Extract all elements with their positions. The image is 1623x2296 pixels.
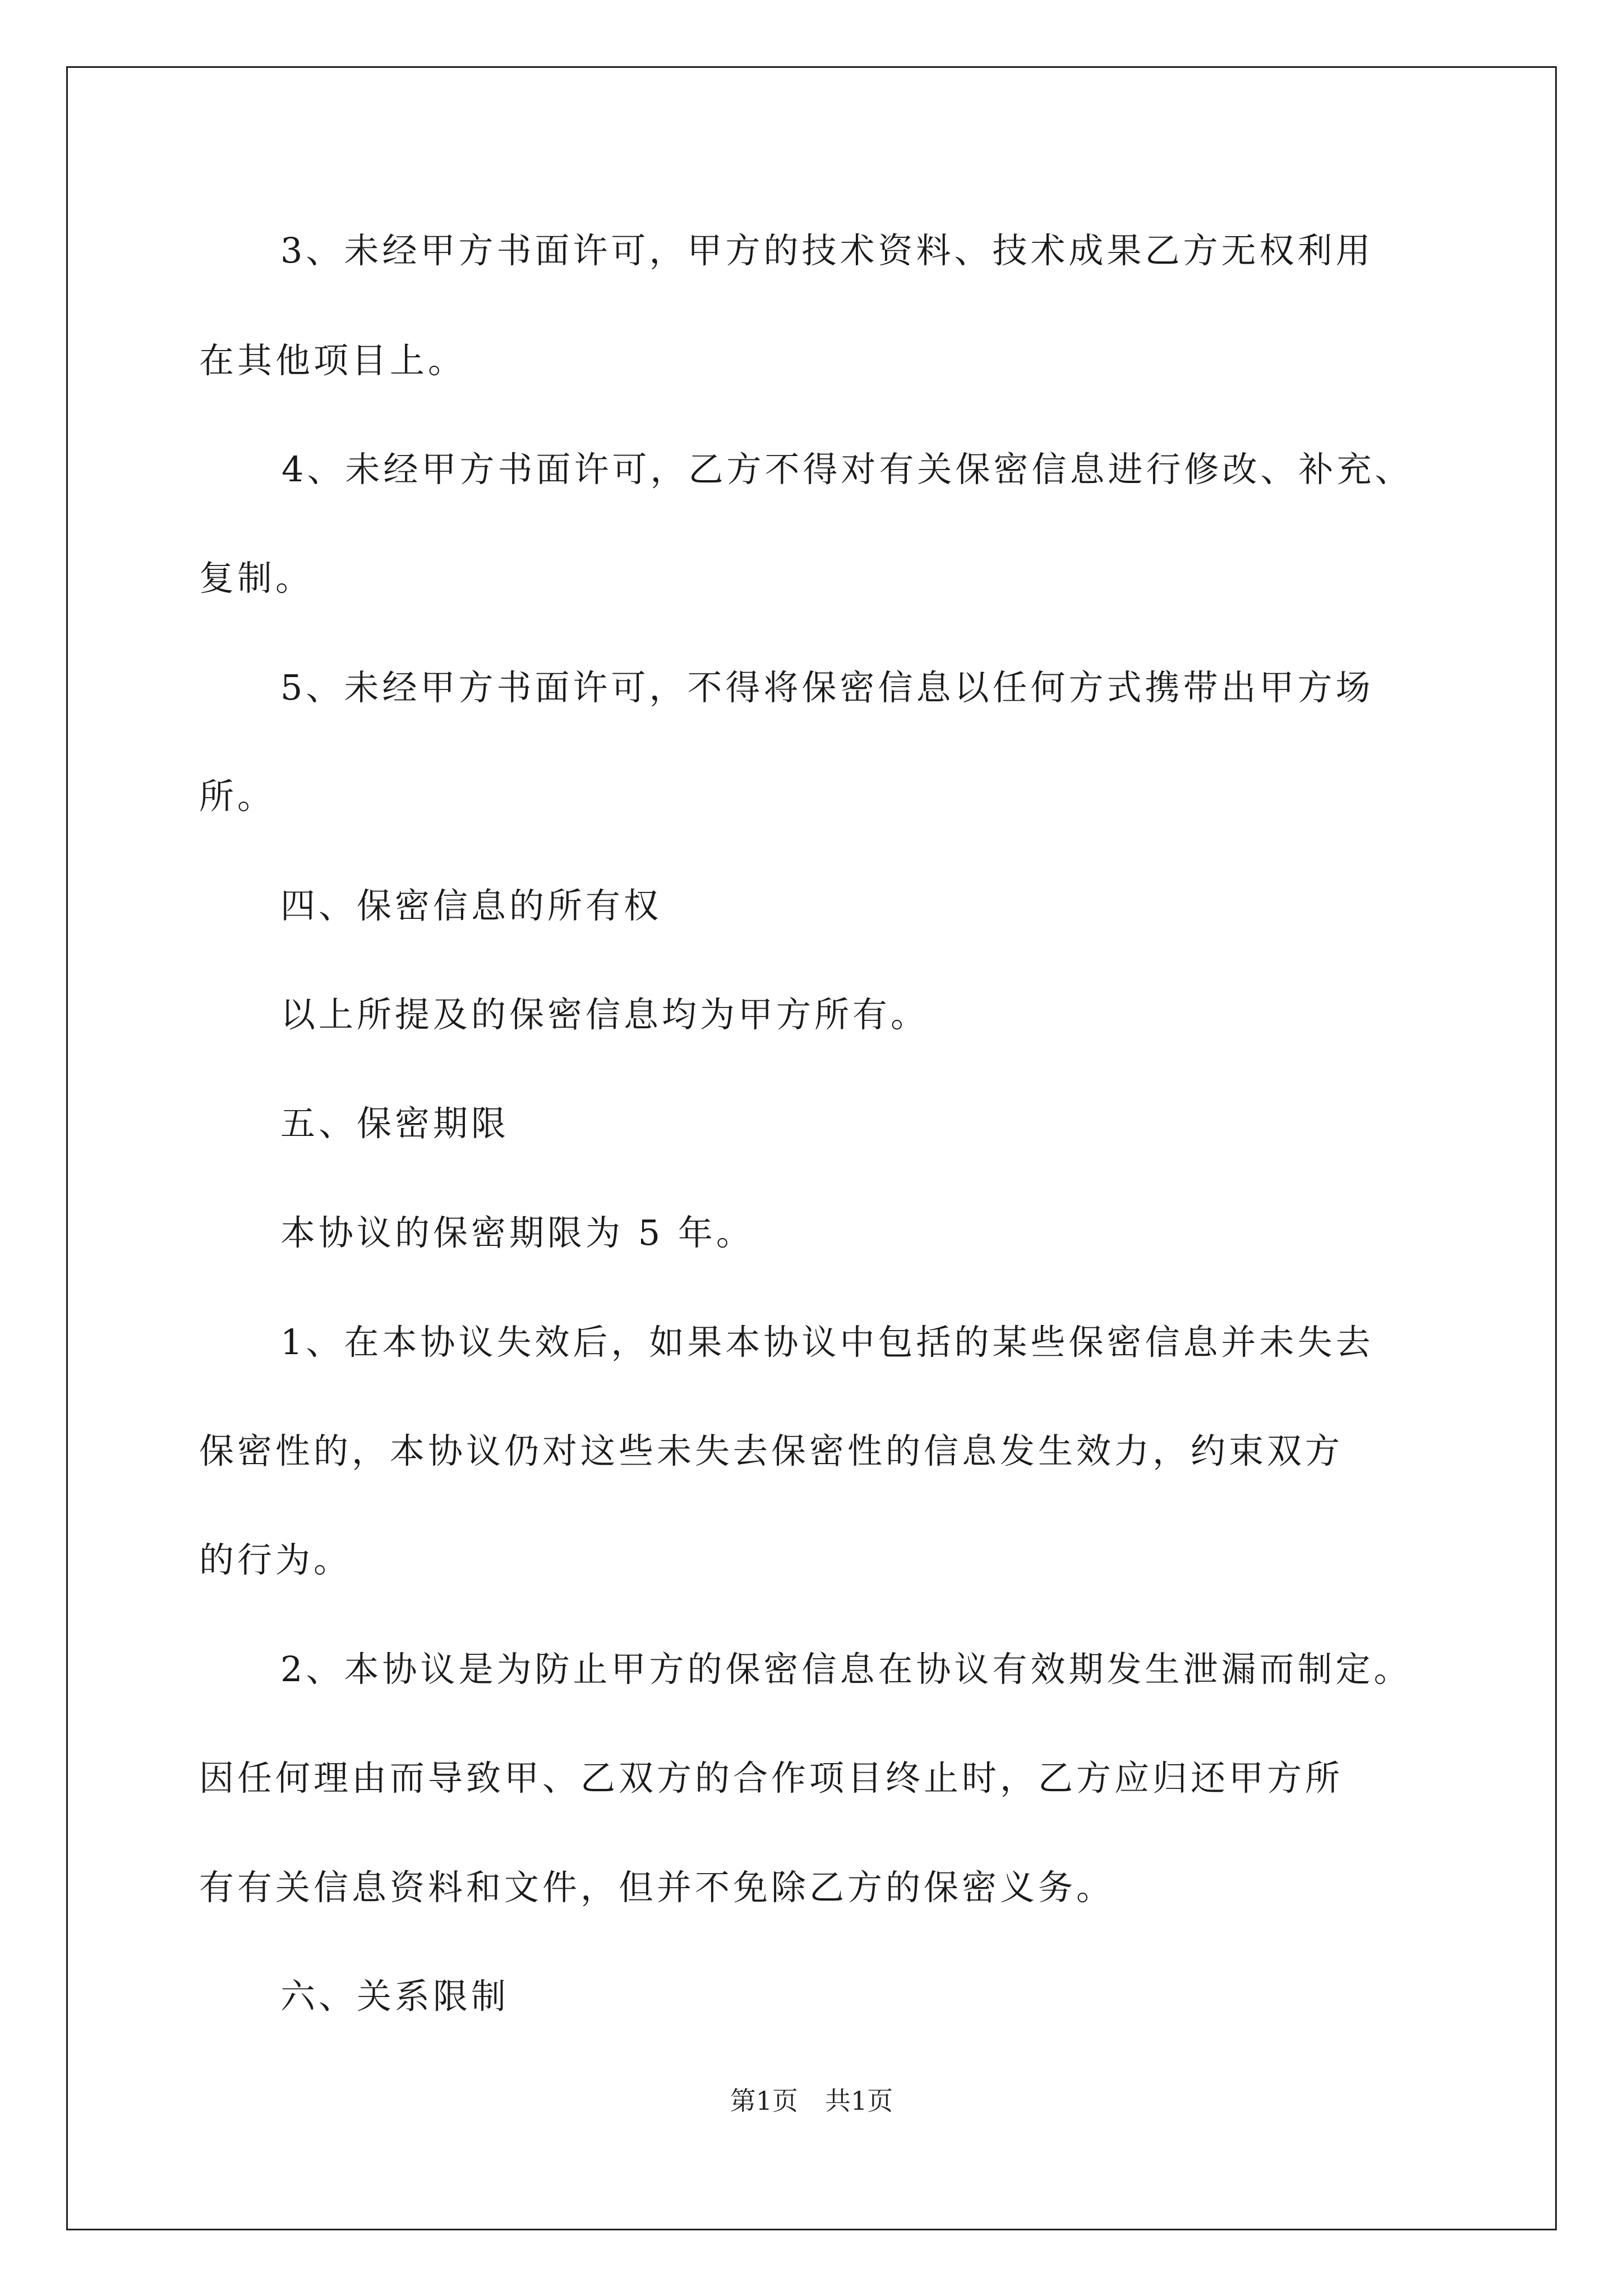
term-clause-2-line-3: 有有关信息资料和文件，但并不免除乙方的保密义务。 [199, 1867, 1115, 1908]
clause-5-line-1: 5、未经甲方书面许可，不得将保密信息以任何方式携带出甲方场 [280, 667, 1374, 708]
clause-3-line-1: 3、未经甲方书面许可，甲方的技术资料、技术成果乙方无权利用 [280, 230, 1374, 271]
term-clause-2-line-2: 因任何理由而导致甲、乙双方的合作项目终止时，乙方应归还甲方所 [199, 1757, 1344, 1798]
clause-3-line-2: 在其他项目上。 [199, 340, 467, 381]
section-5-body: 本协议的保密期限为 5 年。 [280, 1212, 754, 1253]
page-footer [0, 2088, 1623, 2114]
page-total: 共1页 [825, 2086, 893, 2116]
page-number: 第1页 [730, 2086, 798, 2116]
section-6-heading: 六、关系限制 [280, 1976, 510, 2017]
term-clause-2-line-1: 2、本协议是为防止甲方的保密信息在协议有效期发生泄漏而制定。 [280, 1649, 1412, 1690]
section-4-heading: 四、保密信息的所有权 [280, 885, 662, 926]
clause-4-line-2: 复制。 [199, 558, 314, 599]
clause-5-line-2: 所。 [199, 776, 276, 817]
section-5-heading: 五、保密期限 [280, 1103, 510, 1144]
section-4-body: 以上所提及的保密信息均为甲方所有。 [280, 994, 929, 1035]
term-clause-1-line-3: 的行为。 [199, 1539, 352, 1580]
term-clause-1-line-1: 1、在本协议失效后，如果本协议中包括的某些保密信息并未失去 [280, 1322, 1374, 1363]
clause-4-line-1: 4、未经甲方书面许可，乙方不得对有关保密信息进行修改、补充、 [282, 449, 1413, 490]
term-clause-1-line-2: 保密性的，本协议仍对这些未失去保密性的信息发生效力，约束双方 [199, 1430, 1344, 1471]
